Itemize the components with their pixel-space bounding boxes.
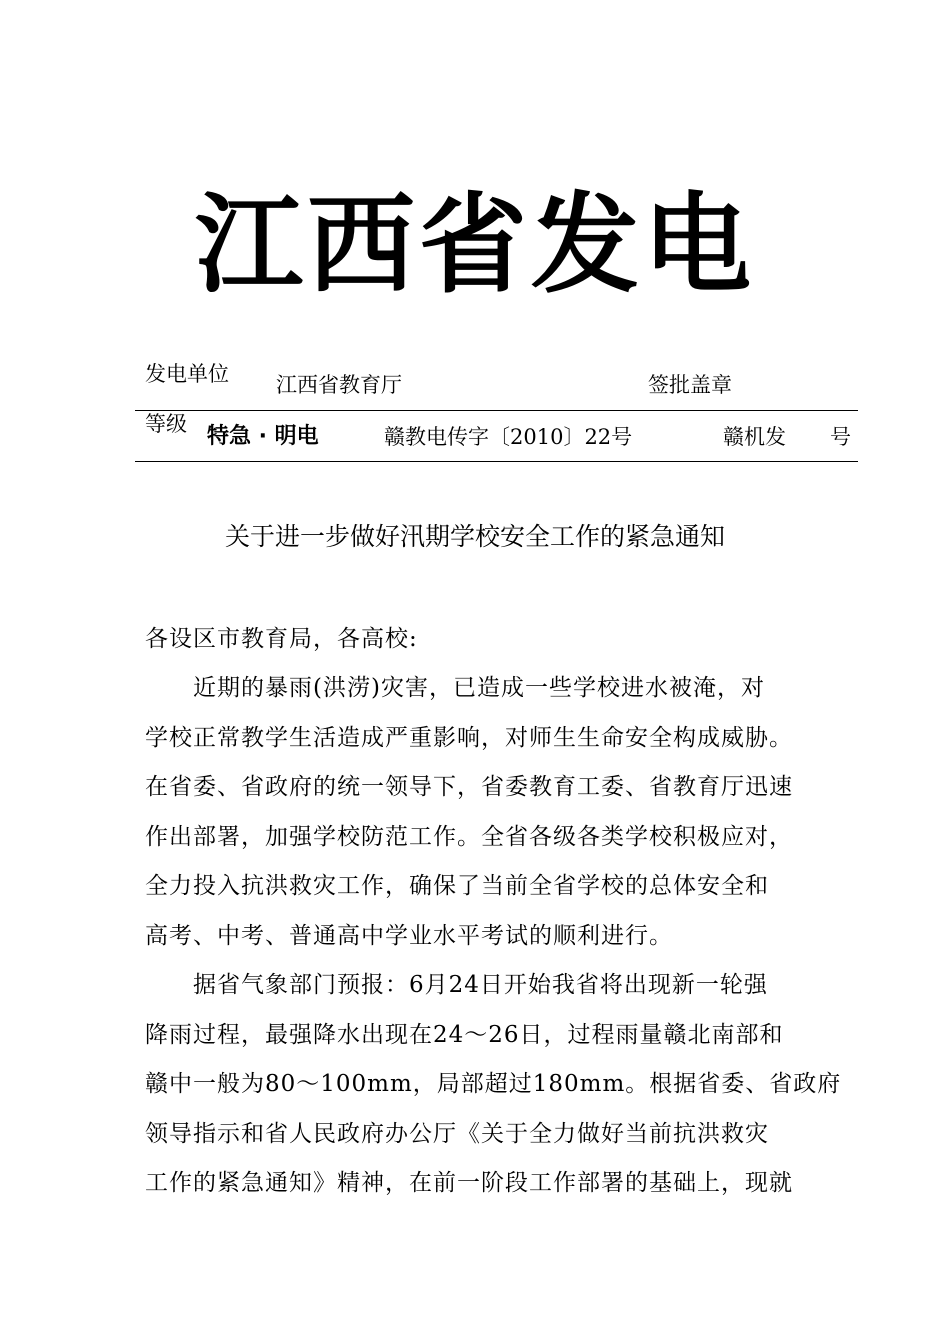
body-line: 在省委、省政府的统一领导下，省委教育工委、省教育厅迅速 bbox=[145, 774, 793, 800]
body-line: 作出部署，加强学校防范工作。全省各级各类学校积极应对， bbox=[145, 823, 793, 850]
level-label: 等级 bbox=[145, 412, 187, 436]
sender-label: 发电单位 bbox=[145, 362, 229, 386]
body-line: 工作的紧急通知》精神，在前一阶段工作部署的基础上，现就 bbox=[145, 1170, 793, 1196]
body-line: 领导指示和省人民政府办公厅《关于全力做好当前抗洪救灾 bbox=[145, 1120, 769, 1147]
document-number: 赣教电传字〔2010〕22号 bbox=[384, 425, 633, 449]
body-text bbox=[145, 664, 842, 1209]
body-line: 学校正常教学生活造成严重影响，对师生生命安全构成威胁。 bbox=[145, 724, 793, 751]
document-title: 江西省发电 bbox=[194, 182, 755, 308]
dispatch-suffix: 号 bbox=[830, 425, 851, 449]
header-rule-top bbox=[135, 410, 858, 411]
body-line: 赣中一般为80～100mm，局部超过180mm。根据省委、省政府 bbox=[145, 1071, 842, 1097]
body-line: 据省气象部门预报：6月24日开始我省将出现新一轮强 bbox=[145, 972, 768, 998]
sender-value: 江西省教育厅 bbox=[276, 373, 402, 397]
document-subject: 关于进一步做好汛期学校安全工作的紧急通知 bbox=[224, 522, 725, 551]
dispatch-label: 赣机发 bbox=[723, 425, 786, 449]
body-line: 高考、中考、普通高中学业水平考试的顺利进行。 bbox=[145, 922, 673, 949]
body-line: 降雨过程，最强降水出现在24～26日，过程雨量赣北南部和 bbox=[145, 1021, 784, 1048]
signature-label: 签批盖章 bbox=[648, 373, 732, 397]
addressee bbox=[145, 615, 825, 665]
body-line: 近期的暴雨(洪涝)灾害，已造成一些学校进水被淹，对 bbox=[145, 675, 765, 701]
level-value: 特急 · 明电 bbox=[207, 424, 319, 449]
addressee-line: 各设区市教育局，各高校: bbox=[145, 626, 418, 652]
header-rule-bottom bbox=[135, 461, 858, 462]
body-line: 全力投入抗洪救灾工作，确保了当前全省学校的总体安全和 bbox=[145, 873, 769, 899]
